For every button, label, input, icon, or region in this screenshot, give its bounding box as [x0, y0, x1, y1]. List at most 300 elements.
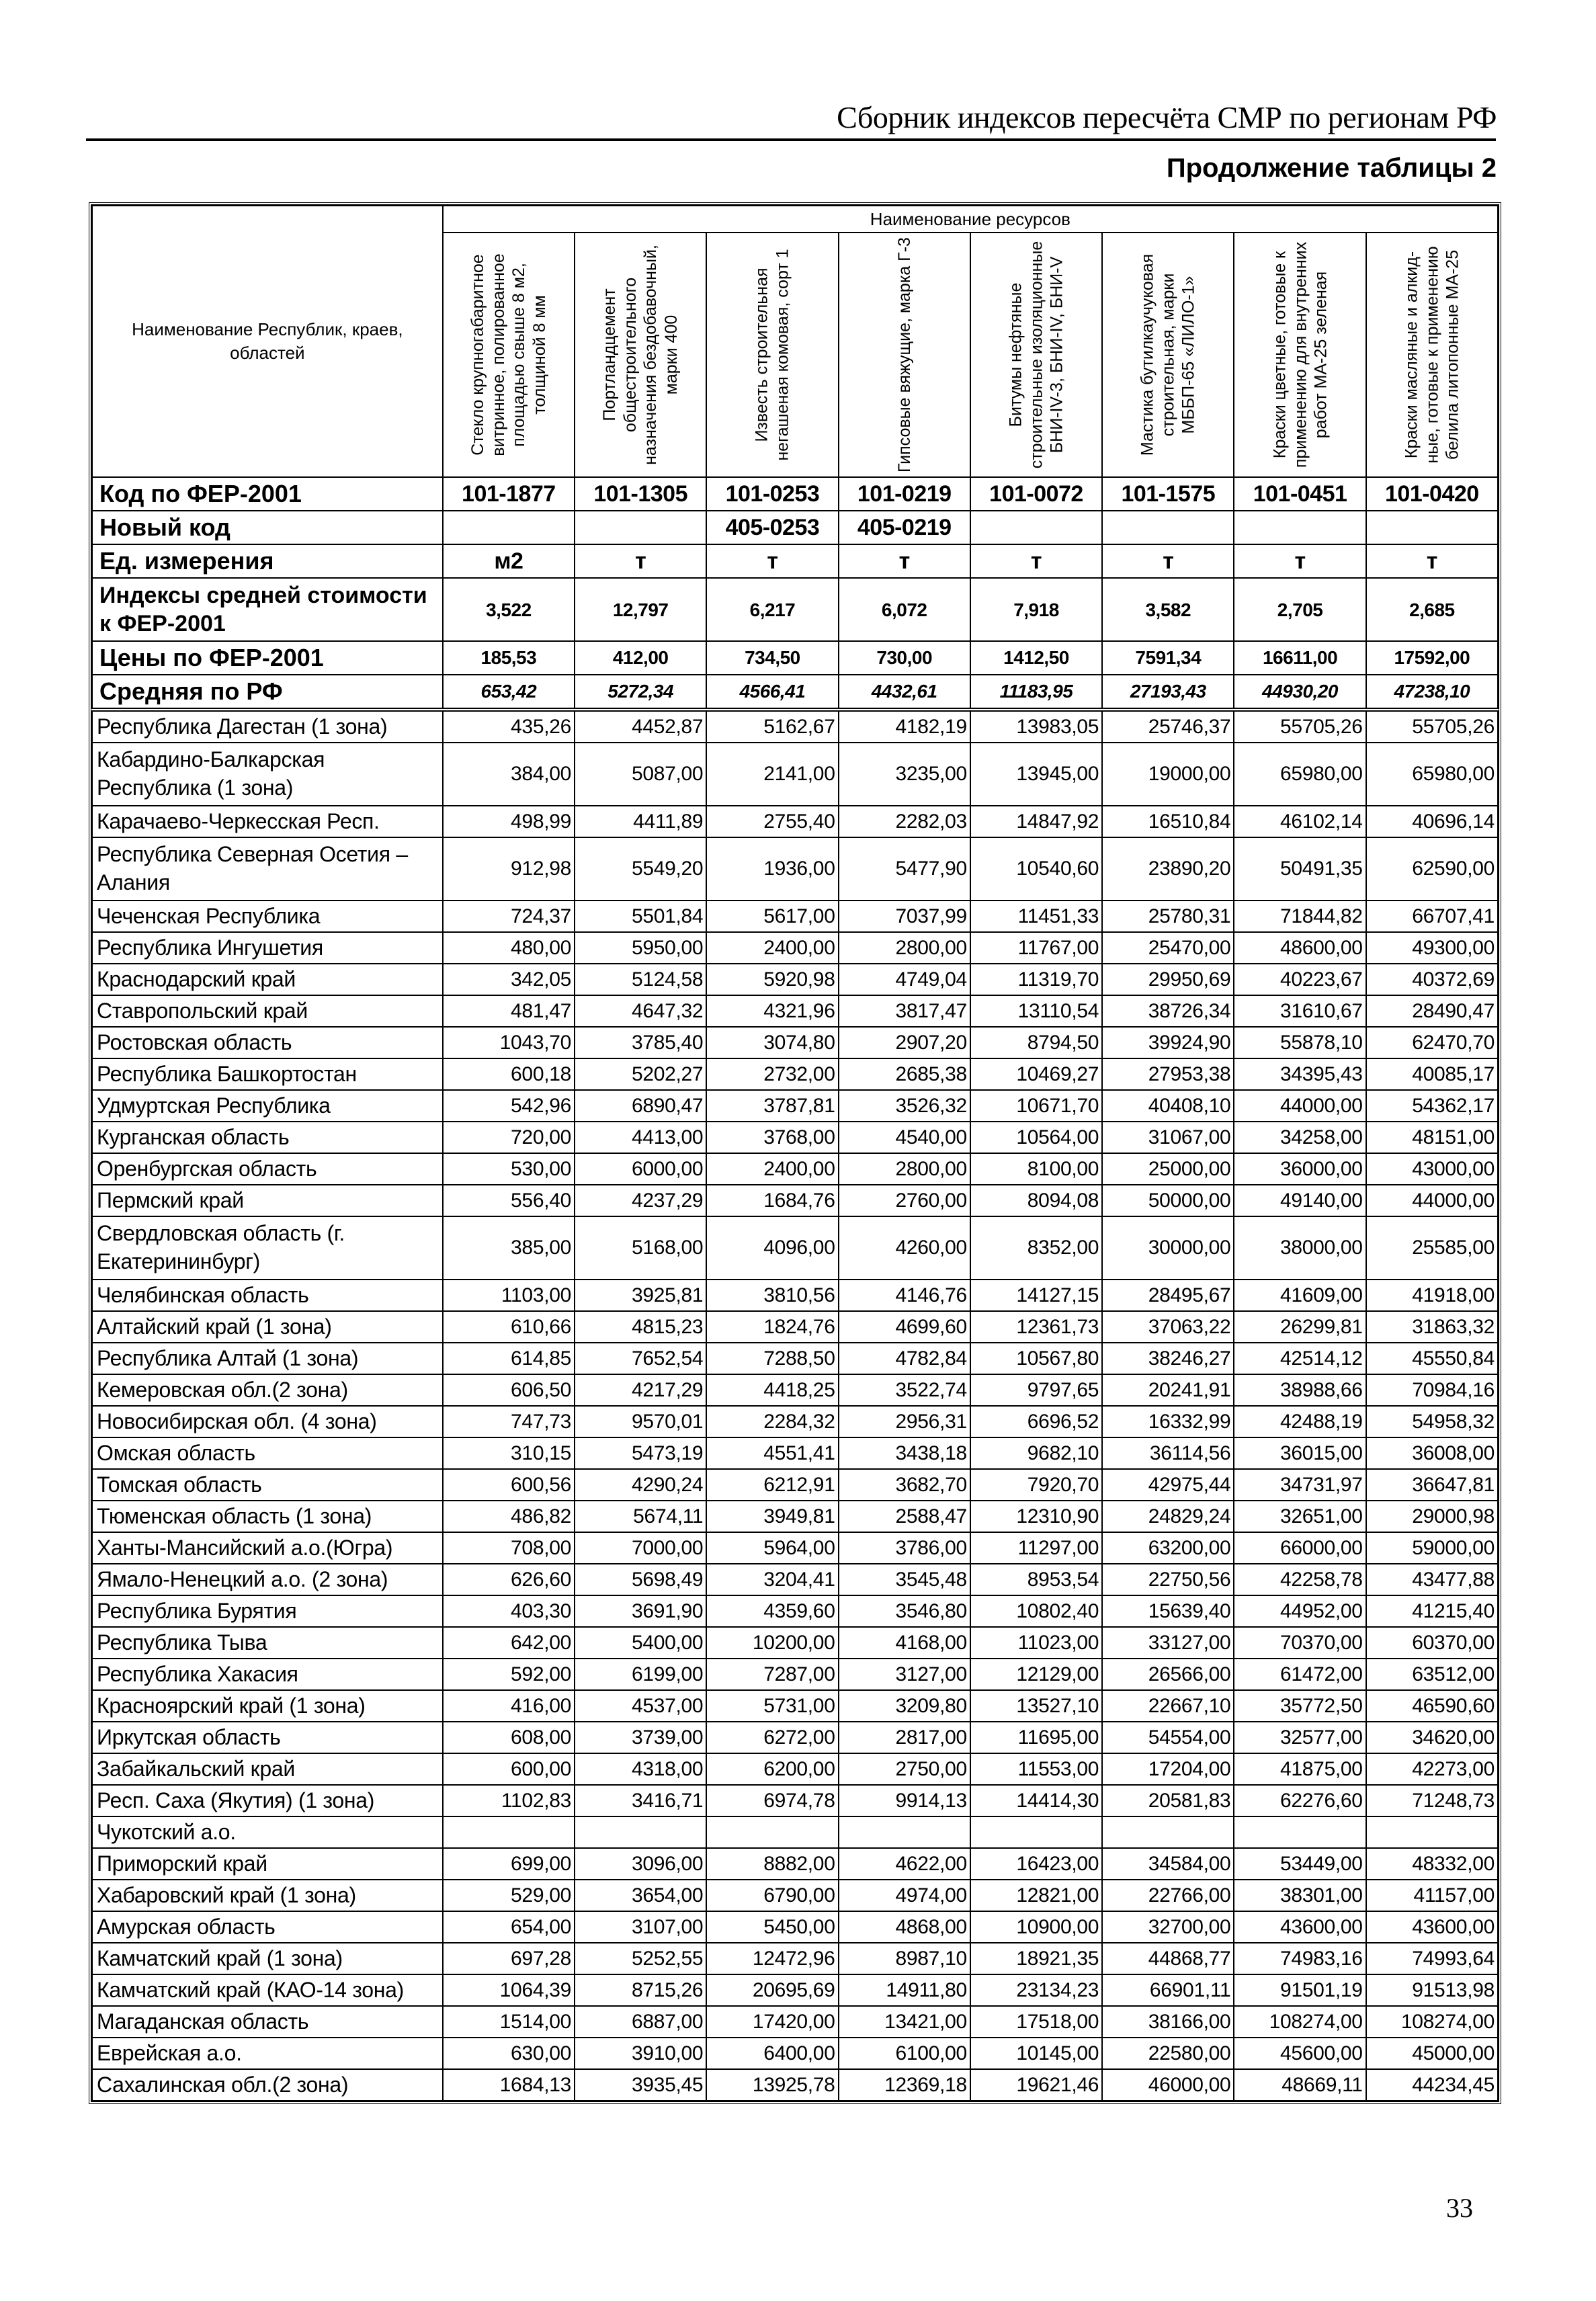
price-cell: 4537,00 — [575, 1690, 706, 1722]
price-cell: 70370,00 — [1234, 1627, 1366, 1659]
price-cell: 13925,78 — [706, 2069, 838, 2101]
price-cell: 49300,00 — [1366, 932, 1498, 964]
price-cell: 43000,00 — [1366, 1153, 1498, 1185]
price-cell: 41918,00 — [1366, 1280, 1498, 1311]
price-cell: 16423,00 — [970, 1848, 1102, 1880]
region-name: Магаданская область — [92, 2006, 443, 2038]
price-cell: 46000,00 — [1102, 2069, 1234, 2101]
price-cell: 20581,83 — [1102, 1785, 1234, 1816]
price-cell: 34731,97 — [1234, 1469, 1366, 1501]
summary-cell — [575, 511, 706, 544]
price-cell: 3817,47 — [839, 995, 970, 1027]
price-cell — [443, 1816, 575, 1848]
price-cell: 29000,98 — [1366, 1501, 1498, 1532]
price-cell: 17204,00 — [1102, 1753, 1234, 1785]
summary-row — [92, 578, 1498, 641]
summary-cell: 5272,34 — [575, 675, 706, 710]
price-cell: 5920,98 — [706, 964, 838, 995]
table-row — [92, 1880, 1498, 1911]
price-cell: 38301,00 — [1234, 1880, 1366, 1911]
price-cell: 4321,96 — [706, 995, 838, 1027]
price-cell: 3096,00 — [575, 1848, 706, 1880]
price-cell: 44234,45 — [1366, 2069, 1498, 2101]
price-cell: 5450,00 — [706, 1911, 838, 1943]
price-cell: 38000,00 — [1234, 1216, 1366, 1280]
price-cell: 6790,00 — [706, 1880, 838, 1911]
table-row — [92, 1153, 1498, 1185]
summary-cell: т — [970, 544, 1102, 578]
region-name: Пермский край — [92, 1185, 443, 1216]
table-row — [92, 1311, 1498, 1343]
price-cell: 5698,49 — [575, 1564, 706, 1595]
table-row — [92, 1532, 1498, 1564]
price-cell: 4749,04 — [839, 964, 970, 995]
region-name: Сахалинская обл.(2 зона) — [92, 2069, 443, 2101]
price-cell: 2588,47 — [839, 1501, 970, 1532]
price-cell: 1103,00 — [443, 1280, 575, 1311]
price-cell: 11451,33 — [970, 901, 1102, 932]
price-cell: 5400,00 — [575, 1627, 706, 1659]
price-cell: 16332,99 — [1102, 1406, 1234, 1437]
price-cell — [1366, 1816, 1498, 1848]
price-cell: 26566,00 — [1102, 1659, 1234, 1690]
price-cell: 4182,19 — [839, 710, 970, 743]
price-cell: 5168,00 — [575, 1216, 706, 1280]
price-cell: 59000,00 — [1366, 1532, 1498, 1564]
table-row — [92, 1122, 1498, 1153]
summary-row — [92, 675, 1498, 710]
price-cell: 61472,00 — [1234, 1659, 1366, 1690]
price-cell: 5202,27 — [575, 1058, 706, 1090]
price-cell: 28490,47 — [1366, 995, 1498, 1027]
price-cell: 10671,70 — [970, 1090, 1102, 1122]
table-row — [92, 2069, 1498, 2101]
region-name: Карачаево-Черкесская Респ. — [92, 806, 443, 837]
price-cell: 36015,00 — [1234, 1437, 1366, 1469]
table-row — [92, 1911, 1498, 1943]
summary-cell: т — [1366, 544, 1498, 578]
price-cell: 34395,43 — [1234, 1058, 1366, 1090]
price-cell: 3935,45 — [575, 2069, 706, 2101]
price-cell: 720,00 — [443, 1122, 575, 1153]
summary-cell: 6,072 — [839, 578, 970, 641]
price-cell: 18921,35 — [970, 1943, 1102, 1974]
region-name: Республика Хакасия — [92, 1659, 443, 1690]
summary-cell: 185,53 — [443, 641, 575, 675]
price-cell: 42488,19 — [1234, 1406, 1366, 1437]
price-cell: 5617,00 — [706, 901, 838, 932]
price-cell: 4868,00 — [839, 1911, 970, 1943]
summary-row-label: Ед. измерения — [92, 544, 443, 578]
resource-column-label: Краски масляные и алкид-ные, готовые к применению белила литопонные МА-25 — [1402, 246, 1462, 464]
resource-column-header — [575, 233, 706, 477]
header-row-top — [92, 206, 1498, 233]
price-cell: 2817,00 — [839, 1722, 970, 1753]
price-cell: 55705,26 — [1234, 710, 1366, 743]
price-cell: 4540,00 — [839, 1122, 970, 1153]
price-cell: 614,85 — [443, 1343, 575, 1374]
price-cell: 385,00 — [443, 1216, 575, 1280]
price-cell: 13945,00 — [970, 743, 1102, 806]
summary-cell: 405-0253 — [706, 511, 838, 544]
price-cell: 6974,78 — [706, 1785, 838, 1816]
price-cell: 12472,96 — [706, 1943, 838, 1974]
price-cell: 32651,00 — [1234, 1501, 1366, 1532]
summary-cell: 6,217 — [706, 578, 838, 641]
region-name: Еврейская а.о. — [92, 2038, 443, 2069]
table-row — [92, 1722, 1498, 1753]
table-row — [92, 1690, 1498, 1722]
price-cell: 108274,00 — [1366, 2006, 1498, 2038]
price-cell: 626,60 — [443, 1564, 575, 1595]
price-cell: 25470,00 — [1102, 932, 1234, 964]
price-cell: 6199,00 — [575, 1659, 706, 1690]
price-cell: 8352,00 — [970, 1216, 1102, 1280]
price-cell: 7920,70 — [970, 1469, 1102, 1501]
price-cell: 3949,81 — [706, 1501, 838, 1532]
resource-column-header — [970, 233, 1102, 477]
resource-column-label: Мастика бутилкаучуковая строительная, марки МББП-65 «ЛИЛО-1» — [1138, 253, 1198, 456]
price-cell: 55878,10 — [1234, 1027, 1366, 1058]
table-row — [92, 1753, 1498, 1785]
price-cell: 71844,82 — [1234, 901, 1366, 932]
summary-cell: т — [1234, 544, 1366, 578]
table-row — [92, 964, 1498, 995]
price-cell: 5950,00 — [575, 932, 706, 964]
price-cell: 2755,40 — [706, 806, 838, 837]
price-cell: 5162,67 — [706, 710, 838, 743]
price-cell: 1043,70 — [443, 1027, 575, 1058]
price-cell: 62470,70 — [1366, 1027, 1498, 1058]
summary-row-label: Средняя по РФ — [92, 675, 443, 710]
price-cell: 19621,46 — [970, 2069, 1102, 2101]
price-cell: 1514,00 — [443, 2006, 575, 2038]
price-cell: 40696,14 — [1366, 806, 1498, 837]
price-cell: 5501,84 — [575, 901, 706, 932]
price-cell: 12821,00 — [970, 1880, 1102, 1911]
price-cell: 54362,17 — [1366, 1090, 1498, 1122]
price-cell: 5473,19 — [575, 1437, 706, 1469]
price-cell: 2750,00 — [839, 1753, 970, 1785]
table-row — [92, 1659, 1498, 1690]
summary-row-label: Новый код — [92, 511, 443, 544]
price-cell: 15639,40 — [1102, 1595, 1234, 1627]
region-name: Челябинская область — [92, 1280, 443, 1311]
price-cell: 3785,40 — [575, 1027, 706, 1058]
price-cell: 5252,55 — [575, 1943, 706, 1974]
region-name: Республика Северная Осетия – Алания — [92, 837, 443, 901]
summary-cell: 730,00 — [839, 641, 970, 675]
price-cell: 1824,76 — [706, 1311, 838, 1343]
price-cell: 9570,01 — [575, 1406, 706, 1437]
summary-cell: 47238,10 — [1366, 675, 1498, 710]
price-cell: 14127,15 — [970, 1280, 1102, 1311]
price-cell: 6272,00 — [706, 1722, 838, 1753]
price-cell: 66707,41 — [1366, 901, 1498, 932]
price-cell: 12361,73 — [970, 1311, 1102, 1343]
price-cell: 62590,00 — [1366, 837, 1498, 901]
price-cell: 724,37 — [443, 901, 575, 932]
price-cell: 10567,80 — [970, 1343, 1102, 1374]
table-row — [92, 1943, 1498, 1974]
price-cell: 1064,39 — [443, 1974, 575, 2006]
summary-cell: 101-0420 — [1366, 477, 1498, 511]
price-cell: 5124,58 — [575, 964, 706, 995]
price-cell: 2141,00 — [706, 743, 838, 806]
price-cell: 403,30 — [443, 1595, 575, 1627]
price-cell: 13110,54 — [970, 995, 1102, 1027]
price-cell: 7037,99 — [839, 901, 970, 932]
price-cell: 40372,69 — [1366, 964, 1498, 995]
region-name: Оренбургская область — [92, 1153, 443, 1185]
price-cell: 5674,11 — [575, 1501, 706, 1532]
price-cell: 530,00 — [443, 1153, 575, 1185]
region-name: Курганская область — [92, 1122, 443, 1153]
running-title: Сборник индексов пересчёта СМР по регионам РФ — [837, 100, 1497, 134]
price-cell: 60370,00 — [1366, 1627, 1498, 1659]
price-cell: 4622,00 — [839, 1848, 970, 1880]
price-cell: 6400,00 — [706, 2038, 838, 2069]
price-cell: 38246,27 — [1102, 1343, 1234, 1374]
price-cell: 43600,00 — [1234, 1911, 1366, 1943]
price-cell: 7652,54 — [575, 1343, 706, 1374]
price-cell: 8987,10 — [839, 1943, 970, 1974]
table-row — [92, 932, 1498, 964]
price-cell: 416,00 — [443, 1690, 575, 1722]
summary-row — [92, 511, 1498, 544]
resource-column-header — [1102, 233, 1234, 477]
price-cell: 13421,00 — [839, 2006, 970, 2038]
price-cell: 6887,00 — [575, 2006, 706, 2038]
region-name: Томская область — [92, 1469, 443, 1501]
region-name: Республика Ингушетия — [92, 932, 443, 964]
price-cell — [839, 1816, 970, 1848]
price-cell: 45600,00 — [1234, 2038, 1366, 2069]
price-cell: 42975,44 — [1102, 1469, 1234, 1501]
price-cell: 2284,32 — [706, 1406, 838, 1437]
price-cell: 310,15 — [443, 1437, 575, 1469]
price-cell: 35772,50 — [1234, 1690, 1366, 1722]
price-cell: 556,40 — [443, 1185, 575, 1216]
price-cell: 4237,29 — [575, 1185, 706, 1216]
price-cell: 28495,67 — [1102, 1280, 1234, 1311]
price-cell: 10145,00 — [970, 2038, 1102, 2069]
resource-column-label: Известь строительная негашеная комовая, сорт 1 — [752, 249, 792, 461]
price-index-table-frame — [89, 202, 1501, 2104]
summary-cell: 2,705 — [1234, 578, 1366, 641]
price-cell: 48151,00 — [1366, 1122, 1498, 1153]
price-cell: 36000,00 — [1234, 1153, 1366, 1185]
price-cell: 34584,00 — [1102, 1848, 1234, 1880]
price-cell: 44000,00 — [1234, 1090, 1366, 1122]
price-cell: 654,00 — [443, 1911, 575, 1943]
price-cell: 2907,20 — [839, 1027, 970, 1058]
summary-cell — [1366, 511, 1498, 544]
price-cell: 29950,69 — [1102, 964, 1234, 995]
price-cell: 48332,00 — [1366, 1848, 1498, 1880]
price-cell: 53449,00 — [1234, 1848, 1366, 1880]
price-cell: 23134,23 — [970, 1974, 1102, 2006]
price-cell: 34620,00 — [1366, 1722, 1498, 1753]
price-cell: 3107,00 — [575, 1911, 706, 1943]
price-cell: 3925,81 — [575, 1280, 706, 1311]
summary-cell: 16611,00 — [1234, 641, 1366, 675]
price-cell: 3235,00 — [839, 743, 970, 806]
summary-cell: м2 — [443, 544, 575, 578]
summary-cell: 101-0253 — [706, 477, 838, 511]
price-cell: 7287,00 — [706, 1659, 838, 1690]
price-cell: 65980,00 — [1366, 743, 1498, 806]
price-cell: 3787,81 — [706, 1090, 838, 1122]
price-cell: 4217,29 — [575, 1374, 706, 1406]
price-cell: 36114,56 — [1102, 1437, 1234, 1469]
price-cell: 62276,60 — [1234, 1785, 1366, 1816]
region-name: Республика Бурятия — [92, 1595, 443, 1627]
price-cell: 27953,38 — [1102, 1058, 1234, 1090]
price-cell: 3204,41 — [706, 1564, 838, 1595]
region-name: Иркутская область — [92, 1722, 443, 1753]
price-cell: 481,47 — [443, 995, 575, 1027]
price-cell: 4096,00 — [706, 1216, 838, 1280]
price-cell: 3786,00 — [839, 1532, 970, 1564]
price-cell: 20695,69 — [706, 1974, 838, 2006]
price-cell: 33127,00 — [1102, 1627, 1234, 1659]
resource-column-label: Битумы нефтяные строительные изоляционные БНИ-IV-3, БНИ-IV, БНИ-V — [1006, 241, 1066, 469]
summary-cell — [443, 511, 575, 544]
price-cell: 3910,00 — [575, 2038, 706, 2069]
region-name: Ямало-Ненецкий а.о. (2 зона) — [92, 1564, 443, 1595]
price-cell: 4318,00 — [575, 1753, 706, 1785]
resource-column-label: Стекло крупногабаритное витринное, полированное площадью свыше 8 м2, толщиной 8 мм — [468, 253, 549, 456]
price-cell: 65980,00 — [1234, 743, 1366, 806]
price-cell: 3526,32 — [839, 1090, 970, 1122]
price-cell: 31863,32 — [1366, 1311, 1498, 1343]
price-cell — [1234, 1816, 1366, 1848]
region-name: Амурская область — [92, 1911, 443, 1943]
summary-cell: т — [575, 544, 706, 578]
table-row — [92, 2038, 1498, 2069]
region-name: Республика Алтай (1 зона) — [92, 1343, 443, 1374]
price-cell: 11767,00 — [970, 932, 1102, 964]
price-cell: 46102,14 — [1234, 806, 1366, 837]
table-row — [92, 806, 1498, 837]
table-row — [92, 1501, 1498, 1532]
price-cell: 17518,00 — [970, 2006, 1102, 2038]
summary-cell: 2,685 — [1366, 578, 1498, 641]
summary-cell: 734,50 — [706, 641, 838, 675]
price-cell: 3739,00 — [575, 1722, 706, 1753]
region-name: Чеченская Республика — [92, 901, 443, 932]
price-cell: 9914,13 — [839, 1785, 970, 1816]
price-cell: 1684,13 — [443, 2069, 575, 2101]
price-cell: 25585,00 — [1366, 1216, 1498, 1280]
price-cell: 31610,67 — [1234, 995, 1366, 1027]
price-cell: 1102,83 — [443, 1785, 575, 1816]
summary-cell — [970, 511, 1102, 544]
price-cell: 697,28 — [443, 1943, 575, 1974]
price-cell: 600,00 — [443, 1753, 575, 1785]
price-cell: 39924,90 — [1102, 1027, 1234, 1058]
table-row — [92, 1785, 1498, 1816]
price-cell: 41875,00 — [1234, 1753, 1366, 1785]
price-cell: 43600,00 — [1366, 1911, 1498, 1943]
price-cell: 8953,54 — [970, 1564, 1102, 1595]
price-cell: 36647,81 — [1366, 1469, 1498, 1501]
price-cell: 4260,00 — [839, 1216, 970, 1280]
price-cell: 10540,60 — [970, 837, 1102, 901]
price-cell: 6212,91 — [706, 1469, 838, 1501]
price-cell: 14847,92 — [970, 806, 1102, 837]
price-cell: 45550,84 — [1366, 1343, 1498, 1374]
price-cell: 25780,31 — [1102, 901, 1234, 932]
table-row — [92, 710, 1498, 743]
price-cell: 630,00 — [443, 2038, 575, 2069]
summary-row — [92, 641, 1498, 675]
price-cell: 542,96 — [443, 1090, 575, 1122]
price-cell: 342,05 — [443, 964, 575, 995]
summary-row-label: Код по ФЕР-2001 — [92, 477, 443, 511]
price-cell: 384,00 — [443, 743, 575, 806]
price-cell: 4452,87 — [575, 710, 706, 743]
price-cell: 699,00 — [443, 1848, 575, 1880]
price-cell: 13983,05 — [970, 710, 1102, 743]
region-name: Республика Дагестан (1 зона) — [92, 710, 443, 743]
price-cell: 9797,65 — [970, 1374, 1102, 1406]
price-cell: 22667,10 — [1102, 1690, 1234, 1722]
price-cell: 1684,76 — [706, 1185, 838, 1216]
price-cell: 4146,76 — [839, 1280, 970, 1311]
price-cell: 26299,81 — [1234, 1311, 1366, 1343]
summary-cell — [1102, 511, 1234, 544]
price-cell: 2732,00 — [706, 1058, 838, 1090]
price-cell: 5087,00 — [575, 743, 706, 806]
price-cell: 608,00 — [443, 1722, 575, 1753]
summary-cell: 101-1305 — [575, 477, 706, 511]
table-row — [92, 2006, 1498, 2038]
price-cell: 44952,00 — [1234, 1595, 1366, 1627]
summary-cell: 44930,20 — [1234, 675, 1366, 710]
price-cell — [970, 1816, 1102, 1848]
region-name: Республика Башкортостан — [92, 1058, 443, 1090]
price-cell: 2282,03 — [839, 806, 970, 837]
price-cell: 25746,37 — [1102, 710, 1234, 743]
price-cell: 63200,00 — [1102, 1532, 1234, 1564]
price-cell: 63512,00 — [1366, 1659, 1498, 1690]
summary-cell: 101-1575 — [1102, 477, 1234, 511]
price-cell: 45000,00 — [1366, 2038, 1498, 2069]
region-name: Камчатский край (КАО-14 зона) — [92, 1974, 443, 2006]
price-cell: 4551,41 — [706, 1437, 838, 1469]
price-cell: 16510,84 — [1102, 806, 1234, 837]
table-row — [92, 1090, 1498, 1122]
price-cell: 11553,00 — [970, 1753, 1102, 1785]
price-cell: 11297,00 — [970, 1532, 1102, 1564]
price-cell: 5477,90 — [839, 837, 970, 901]
resource-column-header — [839, 233, 970, 477]
price-cell: 40408,10 — [1102, 1090, 1234, 1122]
summary-cell: 101-0072 — [970, 477, 1102, 511]
region-name: Кабардино-Балкарская Республика (1 зона) — [92, 743, 443, 806]
price-cell: 2800,00 — [839, 932, 970, 964]
price-cell: 38166,00 — [1102, 2006, 1234, 2038]
price-cell: 46590,60 — [1366, 1690, 1498, 1722]
summary-cell: 101-1877 — [443, 477, 575, 511]
summary-cell: 4566,41 — [706, 675, 838, 710]
summary-cell: 3,522 — [443, 578, 575, 641]
summary-cell: 4432,61 — [839, 675, 970, 710]
resource-column-header — [443, 233, 575, 477]
price-cell: 36008,00 — [1366, 1437, 1498, 1469]
